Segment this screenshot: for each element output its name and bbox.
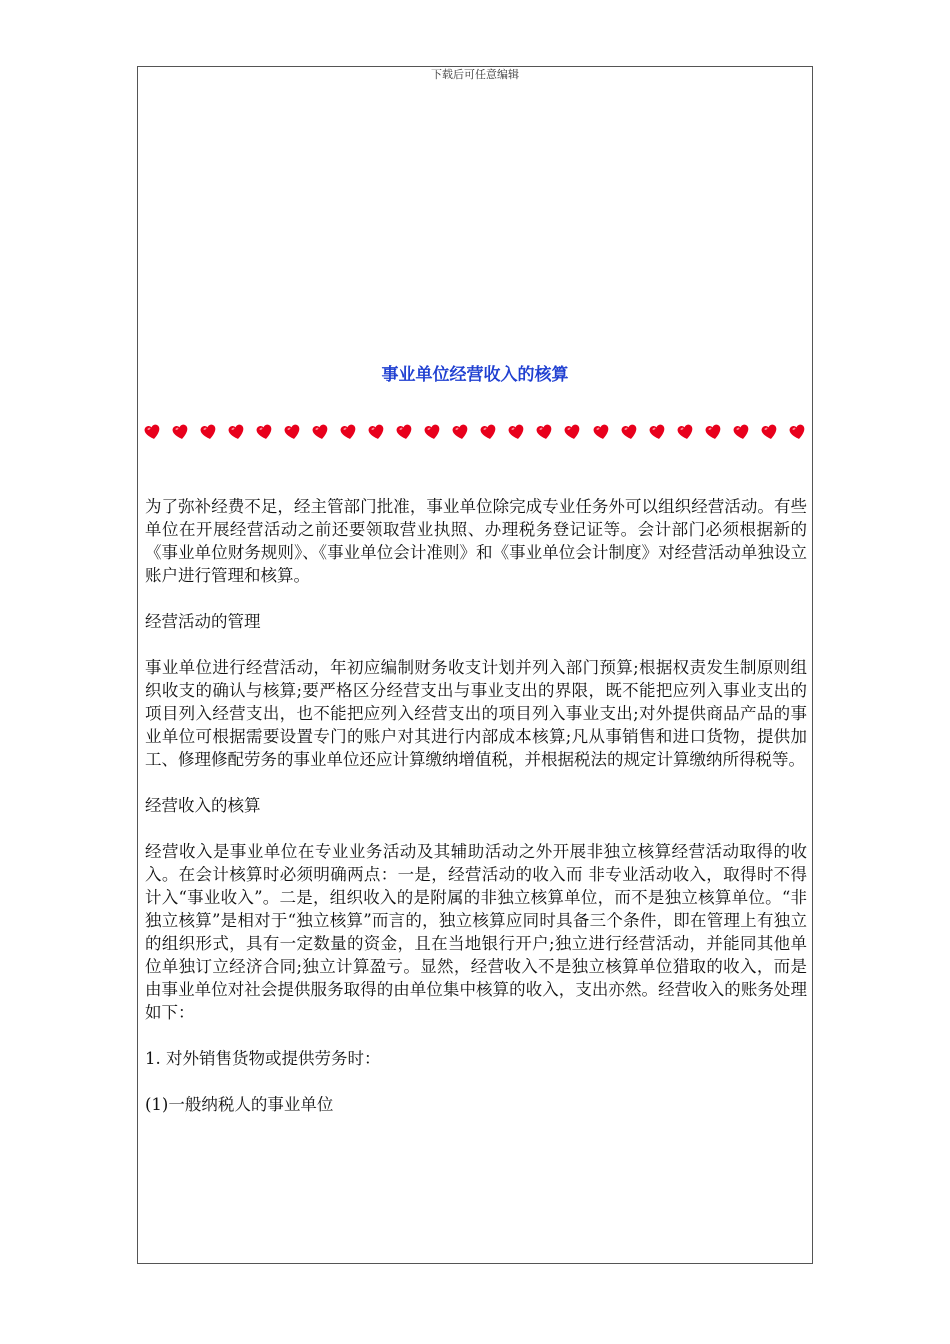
section-heading-accounting: 经营收入的核算 [145, 796, 261, 815]
heart-icon [705, 424, 722, 440]
header-note: 下载后可任意编辑 [431, 68, 519, 81]
heart-icon [761, 424, 778, 440]
heart-divider [144, 421, 806, 443]
heart-icon [452, 424, 469, 440]
heart-icon [424, 424, 441, 440]
heart-icon [368, 424, 385, 440]
heart-icon [508, 424, 525, 440]
heart-icon [789, 424, 806, 440]
list-item-sales: 1. 对外销售货物或提供劳务时： [145, 1049, 381, 1068]
heart-icon [396, 424, 413, 440]
heart-icon [172, 424, 189, 440]
heart-icon [564, 424, 581, 440]
document-frame [137, 66, 813, 1264]
heart-icon [536, 424, 553, 440]
heart-icon [200, 424, 217, 440]
heart-icon [284, 424, 301, 440]
heart-icon [228, 424, 245, 440]
section-heading-management: 经营活动的管理 [145, 612, 261, 631]
paragraph-accounting: 经营收入是事业单位在专业业务活动及其辅助活动之外开展非独立核算经营活动取得的收入。在会计核算时必须明确两点：一是，经营活动的收入而 非专业活动收入，取得时不得计入“事业收入”。二是，组织收入的是附属的非独立核算单位，而不是独立核算单位。“非独立核算”是相对于“独立核算”而言的，独立核算应同时具备三个条件，即在管理上有独立的组织形式，具有一定数量的资金，且在当地银行开户;独立进行经营活动，并能同其他单位单独订立经济合同;独立计算盈亏。显然，经营收入不是独立核算单位猎取的收入，而是由事业单位对社会提供服务取得的由单位集中核算的收入，支出亦然。经营收入的账务处理如下： [145, 842, 807, 1022]
heart-icon [340, 424, 357, 440]
heart-icon [480, 424, 497, 440]
document-title: 事业单位经营收入的核算 [381, 365, 569, 385]
list-item-general-taxpayer: (1)一般纳税人的事业单位 [145, 1095, 334, 1114]
heart-icon [144, 424, 161, 440]
heart-icon [733, 424, 750, 440]
heart-icon [677, 424, 694, 440]
heart-icon [649, 424, 666, 440]
heart-icon [621, 424, 638, 440]
document-body [145, 495, 807, 1139]
paragraph-management: 事业单位进行经营活动，年初应编制财务收支计划并列入部门预算;根据权责发生制原则组织收支的确认与核算;要严格区分经营支出与事业支出的界限，既不能把应列入事业支出的项目列入经营支出，也不能把应列入经营支出的项目列入事业支出;对外提供商品产品的事业单位可根据需要设置专门的账户对其进行内部成本核算;凡从事销售和进口货物，提供加工、修理修配劳务的事业单位还应计算缴纳增值税，并根据税法的规定计算缴纳所得税等。 [145, 658, 807, 769]
heart-icon [593, 424, 610, 440]
paragraph-intro: 为了弥补经费不足，经主管部门批准，事业单位除完成专业任务外可以组织经营活动。有些单位在开展经营活动之前还要领取营业执照、办理税务登记证等。会计部门必须根据新的《事业单位财务规则》、《事业单位会计准则》和《事业单位会计制度》对经营活动单独设立账户进行管理和核算。 [145, 497, 807, 585]
heart-icon [312, 424, 329, 440]
heart-icon [256, 424, 273, 440]
